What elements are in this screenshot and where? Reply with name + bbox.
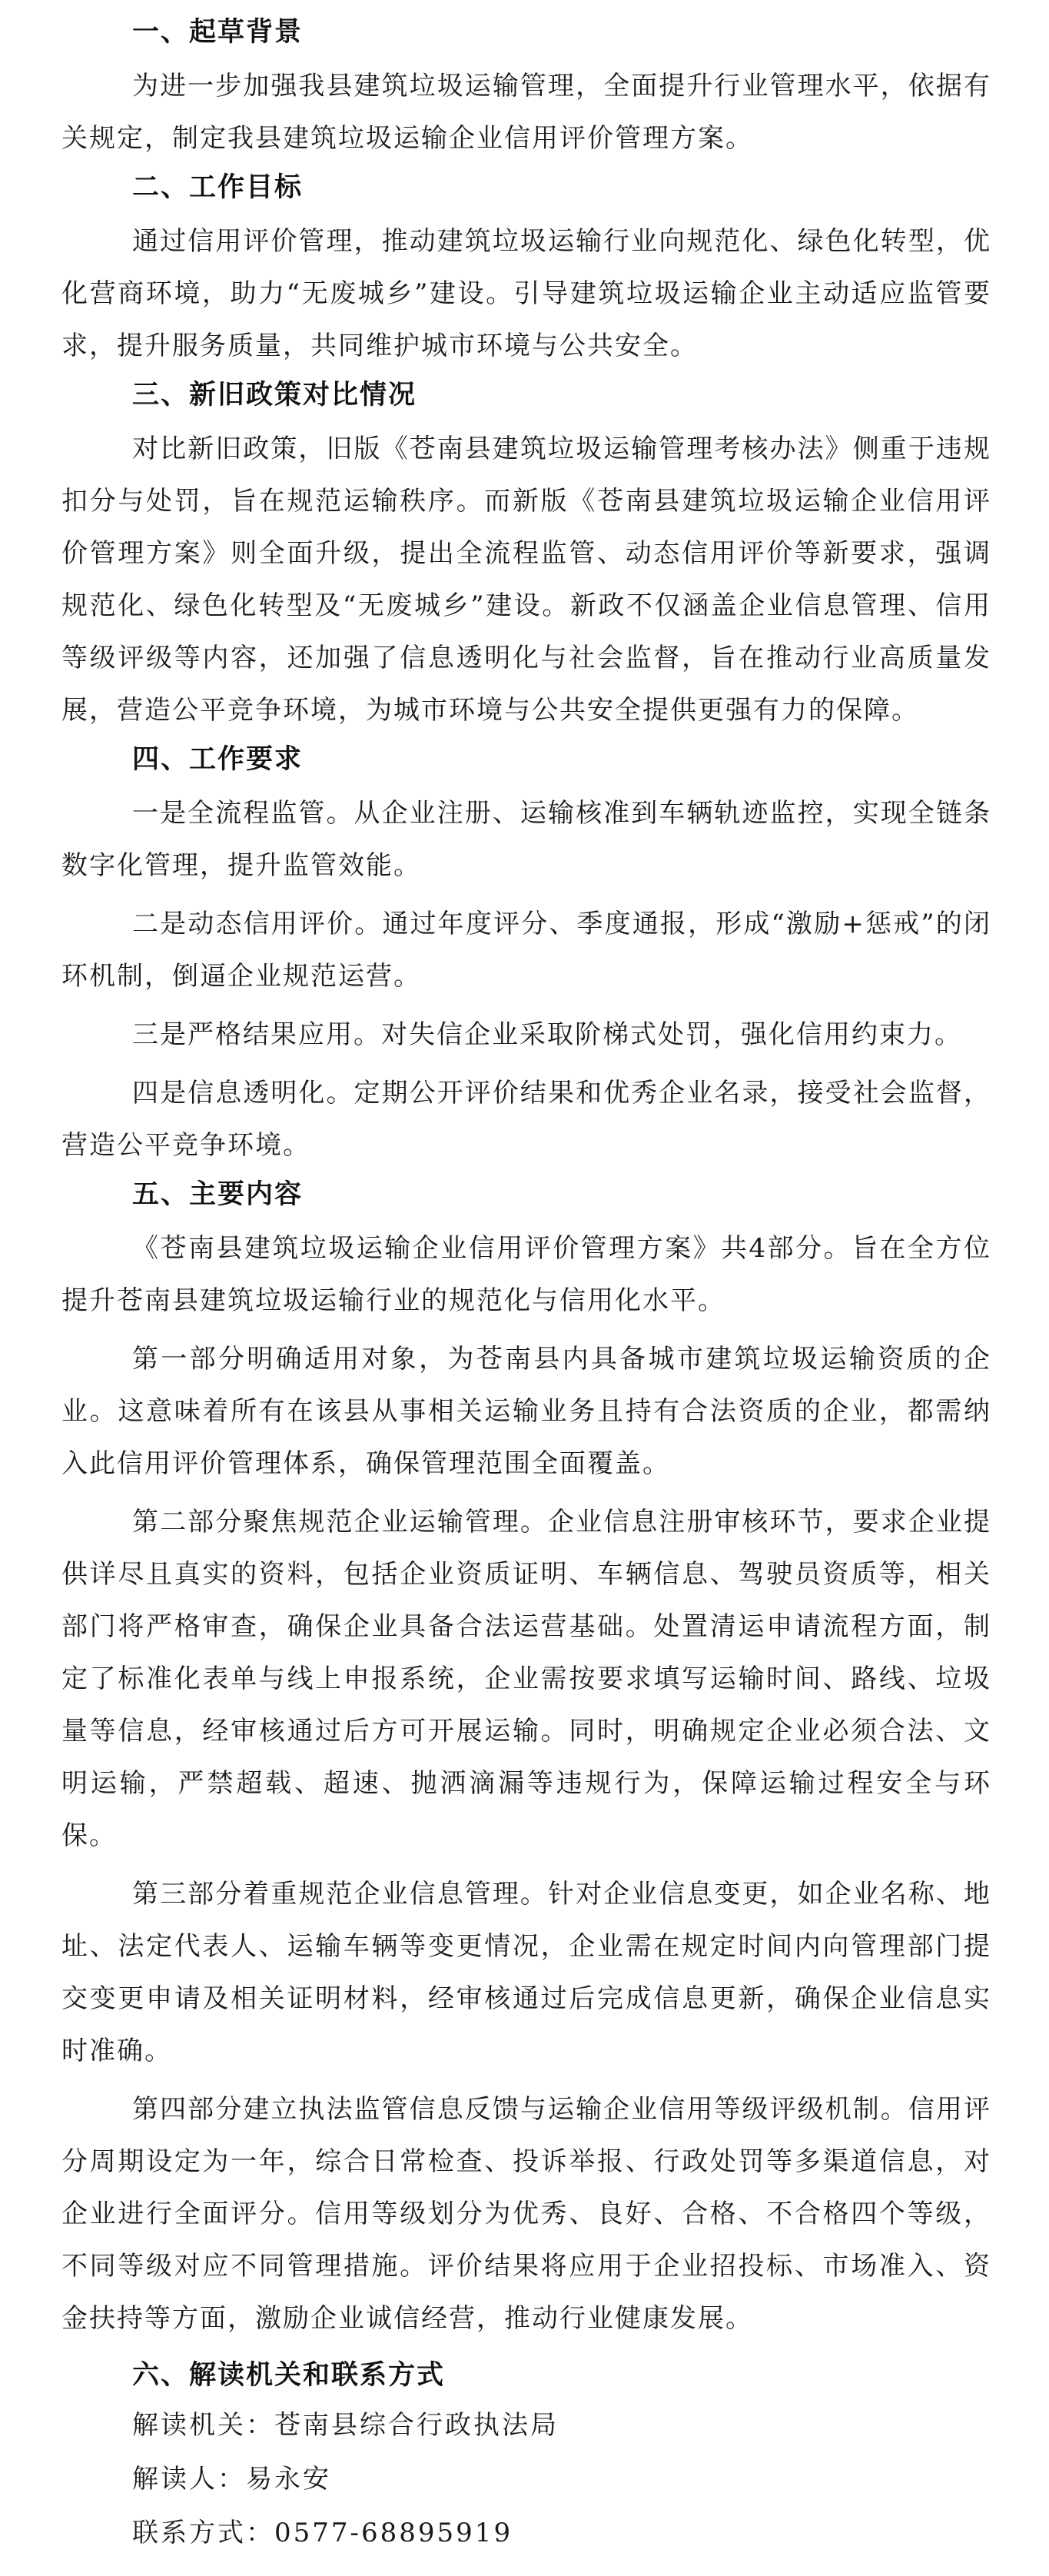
section-background bbox=[61, 9, 991, 165]
section-heading: 一、起草背景 bbox=[132, 17, 304, 48]
section-paragraph: 《苍南县建筑垃圾运输企业信用评价管理方案》共4部分。旨在全方位提升苍南县建筑垃圾运输行业的规范化与信用化水平。 bbox=[61, 1233, 991, 1316]
section-goals bbox=[61, 165, 991, 372]
section-paragraph: 第四部分建立执法监管信息反馈与运输企业信用等级评级机制。信用评分周期设定为一年，综合日常检查、投诉举报、行政处罚等多渠道信息，对企业进行全面评分。信用等级划分为优秀、良好、合格、不合格四个等级，不同等级对应不同管理措施。评价结果将应用于企业招投标、市场准入、资金扶持等方面，激励企业诚信经营，推动行业健康发展。 bbox=[61, 2094, 991, 2334]
section-paragraph: 二是动态信用评价。通过年度评分、季度通报，形成“激励+惩戒”的闭环机制，倒逼企业规范运营。 bbox=[61, 909, 991, 992]
section-paragraph: 第三部分着重规范企业信息管理。针对企业信息变更，如企业名称、地址、法定代表人、运输车辆等变更情况，企业需在规定时间内向管理部门提交变更申请及相关证明材料，经审核通过后完成信息更新，确保企业信息实时准确。 bbox=[61, 1879, 991, 2066]
section-paragraph: 为进一步加强我县建筑垃圾运输管理，全面提升行业管理水平，依据有关规定，制定我县建筑垃圾运输企业信用评价管理方案。 bbox=[61, 71, 991, 154]
section-paragraph: 对比新旧政策，旧版《苍南县建筑垃圾运输管理考核办法》侧重于违规扣分与处罚，旨在规范运输秩序。而新版《苍南县建筑垃圾运输企业信用评价管理方案》则全面升级，提出全流程监管、动态信用评价等新要求，强调规范化、绿色化转型及“无废城乡”建设。新政不仅涵盖企业信息管理、信用等级评级等内容，还加强了信息透明化与社会监督，旨在推动行业高质量发展，营造公平竞争环境，为城市环境与公共安全提供更强有力的保障。 bbox=[61, 434, 991, 726]
section-heading: 五、主要内容 bbox=[132, 1179, 304, 1210]
section-main-content bbox=[61, 1172, 991, 2345]
section-work-requirements bbox=[61, 736, 991, 1172]
interpreting-organ: 解读机关：苍南县综合行政执法局 bbox=[132, 2410, 559, 2441]
section-heading: 二、工作目标 bbox=[132, 172, 304, 203]
section-heading: 四、工作要求 bbox=[132, 744, 304, 775]
section-contact bbox=[132, 2352, 991, 2560]
section-heading: 六、解读机关和联系方式 bbox=[132, 2360, 446, 2391]
section-paragraph: 第一部分明确适用对象，为苍南县内具备城市建筑垃圾运输资质的企业。这意味着所有在该县从事相关运输业务且持有合法资质的企业，都需纳入此信用评价管理体系，确保管理范围全面覆盖。 bbox=[61, 1344, 991, 1479]
section-paragraph: 四是信息透明化。定期公开评价结果和优秀企业名录，接受社会监督，营造公平竞争环境。 bbox=[61, 1078, 991, 1161]
section-heading: 三、新旧政策对比情况 bbox=[132, 380, 417, 410]
interpreter-name: 解读人：易永安 bbox=[132, 2464, 331, 2495]
section-paragraph: 一是全流程监管。从企业注册、运输核准到车辆轨迹监控，实现全链条数字化管理，提升监管效能。 bbox=[61, 798, 991, 881]
section-paragraph: 三是严格结果应用。对失信企业采取阶梯式处罚，强化信用约束力。 bbox=[132, 1019, 962, 1050]
section-paragraph: 第二部分聚焦规范企业运输管理。企业信息注册审核环节，要求企业提供详尽且真实的资料，包括企业资质证明、车辆信息、驾驶员资质等，相关部门将严格审查，确保企业具备合法运营基础。处置清运申请流程方面，制定了标准化表单与线上申报系统，企业需按要求填写运输时间、路线、垃圾量等信息，经审核通过后方可开展运输。同时，明确规定企业必须合法、文明运输，严禁超载、超速、抛洒滴漏等违规行为，保障运输过程安全与环保。 bbox=[61, 1507, 991, 1851]
contact-phone: 联系方式：0577-68895919 bbox=[132, 2518, 513, 2548]
section-policy-comparison bbox=[61, 372, 991, 736]
section-paragraph: 通过信用评价管理，推动建筑垃圾运输行业向规范化、绿色化转型，优化营商环境，助力“无废城乡”建设。引导建筑垃圾运输企业主动适应监管要求，提升服务质量，共同维护城市环境与公共安全。 bbox=[61, 226, 991, 361]
